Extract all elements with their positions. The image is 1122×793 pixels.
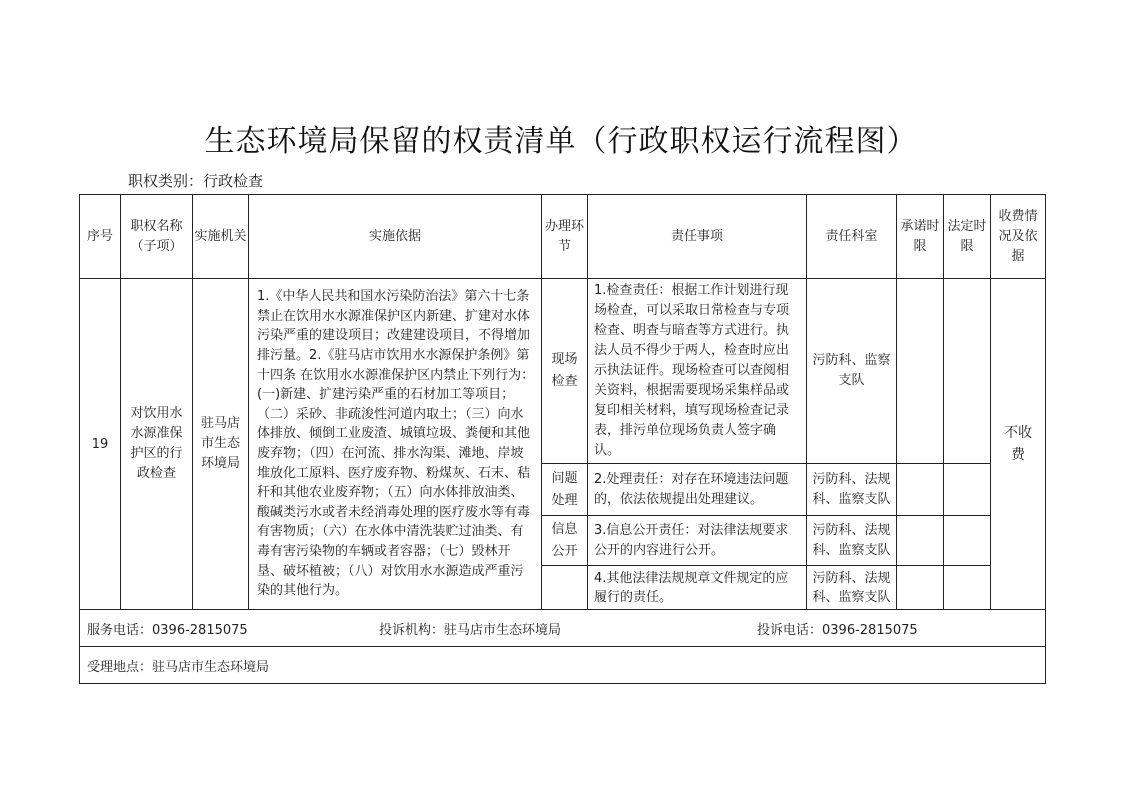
legal-time <box>944 566 991 610</box>
responsibility-matter: 2.处理责任：对存在环境违法问题的，依法依规提出处理建议。 <box>588 464 807 516</box>
row-seq: 19 <box>80 279 121 610</box>
step-label: 问题处理 <box>542 464 588 516</box>
header-promise: 承诺时限 <box>897 195 944 279</box>
header-row <box>80 195 1046 279</box>
responsible-dept: 污防科、法规科、监察支队 <box>807 516 897 566</box>
responsible-dept: 污防科、法规科、监察支队 <box>807 566 897 610</box>
header-agency: 实施机关 <box>193 195 249 279</box>
row-name: 对饮用水水源准保护区的行政检查 <box>121 279 193 610</box>
complaint-org: 投诉机构：驻马店市生态环境局 <box>379 622 562 638</box>
step-label <box>542 566 588 610</box>
header-name: 职权名称（子项） <box>121 195 193 279</box>
footer-contact-row <box>80 610 1046 647</box>
responsibility-matter: 3.信息公开责任：对法律法规要求公开的内容进行公开。 <box>588 516 807 566</box>
category-label: 职权类别：行政检查 <box>128 172 264 190</box>
header-legal: 法定时限 <box>944 195 991 279</box>
legal-time <box>944 279 991 464</box>
header-dept: 责任科室 <box>807 195 897 279</box>
responsibility-table <box>79 194 1046 684</box>
header-matters: 责任事项 <box>588 195 807 279</box>
header-basis: 实施依据 <box>249 195 542 279</box>
page-title: 生态环境局保留的权责清单（行政职权运行流程图） <box>204 124 918 159</box>
complaint-phone: 投诉电话：0396-2815075 <box>757 622 918 638</box>
address: 受理地点：驻马店市生态环境局 <box>80 647 1046 684</box>
row-agency: 驻马店市生态环境局 <box>193 279 249 610</box>
responsibility-matter: 1.检查责任：根据工作计划进行现场检查，可以采取日常检查与专项检查、明查与暗查等方式进行。执法人员不得少于两人，检查时应出示执法证件。现场检查可以查阅相关资料，根据需要现场采集样品或复印相关材料，填写现场检查记录表，排污单位现场负责人签字确认。 <box>588 279 807 464</box>
header-fee: 收费情况及依据 <box>991 195 1046 279</box>
row-fee: 不收费 <box>991 279 1046 610</box>
service-phone: 服务电话：0396-2815075 <box>87 622 248 638</box>
row-basis: 1.《中华人民共和国水污染防治法》第六十七条 禁止在饮用水水源准保护区内新建、扩建对水体污染严重的建设项目；改建建设项目，不得增加排污量。2.《驻马店市饮用水水源保护条例》第十四条 在饮用水水源准保护区内禁止下列行为：(一)新建、扩建污染严重的石材加工等项目；（二）采砂、非疏浚性河道内取土；（三）向水体排放、倾倒工业废渣、城镇垃圾、粪便和其他废弃物；（四）在河流、排水沟渠、滩地、岸坡堆放化工原料、医疗废弃物、粉煤灰、石末、秸秆和其他农业废弃物；（五）向水体排放油类、酸碱类污水或者未经消毒处理的医疗废水等有毒有害物质；（六）在水体中清洗装贮过油类、有毒有害污染物的车辆或者容器；（七）毁林开垦、破坏植被；（八）对饮用水水源造成严重污染的其他行为。 <box>249 279 542 610</box>
table-row <box>80 279 1046 464</box>
legal-time <box>944 464 991 516</box>
step-label: 信息公开 <box>542 516 588 566</box>
header-seq: 序号 <box>80 195 121 279</box>
responsibility-matter: 4.其他法律法规规章文件规定的应履行的责任。 <box>588 566 807 610</box>
header-step: 办理环节 <box>542 195 588 279</box>
step-label: 现场检查 <box>542 279 588 464</box>
promise-time <box>897 566 944 610</box>
responsible-dept: 污防科、法规科、监察支队 <box>807 464 897 516</box>
promise-time <box>897 464 944 516</box>
promise-time <box>897 516 944 566</box>
footer-contact-cell <box>80 610 1046 647</box>
promise-time <box>897 279 944 464</box>
footer-address-row <box>80 647 1046 684</box>
responsible-dept: 污防科、监察支队 <box>807 279 897 464</box>
legal-time <box>944 516 991 566</box>
